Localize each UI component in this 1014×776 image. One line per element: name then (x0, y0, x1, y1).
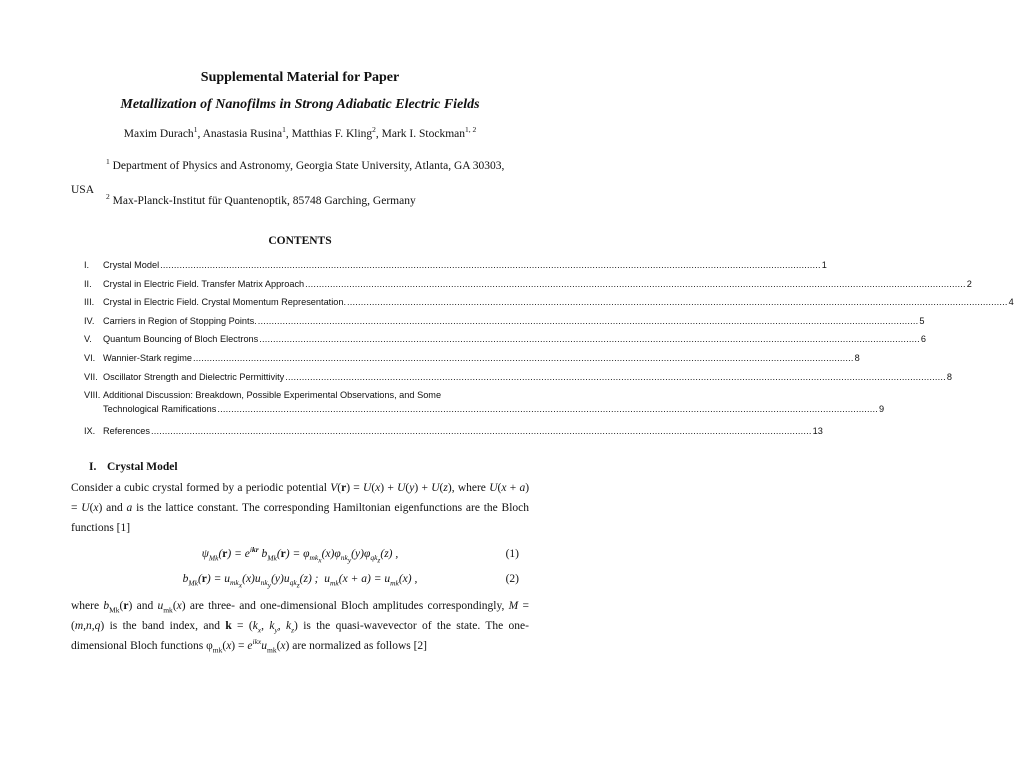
toc-page-number: 8 (854, 352, 860, 363)
inline-equation: $\varphi_{mk}(x) = e^{ikx}u_{mk}(x)$ (206, 637, 290, 655)
author: Matthias F. Kling (291, 128, 373, 140)
author-affiliation-mark: 1 (282, 125, 286, 135)
author: Mark I. Stockman (381, 128, 465, 140)
equation-number: (2) (505, 573, 519, 585)
page-title: Supplemental Material for Paper (200, 70, 400, 85)
paper-title: Metallization of Nanofilms in Strong Adiabatic Electric Fields (120, 97, 480, 112)
contents-heading: CONTENTS (268, 235, 332, 247)
inline-equation: M = (m,n,q) (71, 600, 529, 632)
toc-entry[interactable]: VII. Oscillator Strength and Dielectric Permittivity ..... 8 (84, 372, 530, 391)
body-paragraph: where $b_{Mk}(r)$ and $u_{mk}(x)$ are three- and one-dimensional Bloch amplitudes correspondingly, M = (m,n,q) is the band index, and $k = (k_x$, $k_y$, $k_z$) is the quasi-wavevector of the state. The one-dimensional Bloch functions $\varphi_{mk}(x) = e^{ikx}u_{mk}(x)$ are normalized as follows [2] (71, 600, 529, 655)
inline-equation: a (126, 502, 133, 514)
toc-entry[interactable]: II. Crystal in Electric Field. Transfer Matrix Approach ..... 2 (84, 279, 530, 298)
toc-entry[interactable]: VIII. Additional Discussion: Breakdown, Possible Experimental Observations, and Some Technological Ramifications ..... 9 (84, 390, 530, 426)
affiliation-2: $^2$ Max-Planck-Institut für Quantenoptik, 85748 Garching, Germany (106, 192, 416, 207)
toc-page-number: 13 (812, 426, 823, 437)
toc-entry[interactable]: III. Crystal in Electric Field. Crystal Momentum Representation. ..... 4 (84, 297, 530, 316)
toc-page-number: 1 (821, 260, 827, 270)
toc-entry[interactable]: VI. Wannier-Stark regime ..... 8 (84, 353, 530, 372)
toc-page-number: 8 (946, 371, 953, 382)
author-list: Maxim Durach$^1$, Anastasia Rusina$^1$, Matthias F. Kling$^2$, Mark I. Stockman$^{1, 2}$ (123, 125, 477, 140)
author: Anastasia Rusina (202, 128, 283, 140)
affiliation-1: $^1$ Department of Physics and Astronomy, Georgia State University, Atlanta, GA 30303, USA (71, 157, 505, 196)
toc-entry[interactable]: I. Crystal Model ..... 1 (84, 260, 530, 279)
inline-equation: V(r) = U(x) + U(y) + U(z) (330, 482, 452, 494)
table-of-contents (84, 260, 1014, 445)
toc-page-number: 4 (1008, 297, 1014, 308)
section-heading: I. Crystal Model (89, 461, 178, 473)
author-affiliation-mark: 1, 2 (465, 125, 477, 135)
body-paragraph: Consider a cubic crystal formed by a periodic potential V(r) = U(x) + U(y) + U(z), where U(x + a) = U(x) and a is the lattice constant. The corresponding Hamiltonian eigenfunctions are the Bloch functions [1] (71, 482, 530, 534)
toc-page-number: 6 (920, 334, 927, 345)
inline-equation: $b_{Mk}(r)$ (103, 600, 133, 615)
inline-equation: U(x + a) = U(x) (71, 482, 530, 514)
toc-entry[interactable]: IX. References ..... 13 (84, 426, 530, 445)
toc-page-number: 5 (919, 315, 925, 326)
inline-equation: $k = (k_x$, $k_y$, $k_z$) (225, 620, 298, 635)
toc-entry[interactable]: V. Quantum Bouncing of Bloch Electrons ..... 6 (84, 334, 530, 353)
toc-page-number: 9 (879, 404, 885, 415)
toc-entry[interactable]: IV. Carriers in Region of Stopping Points. ..... 5 (84, 316, 530, 335)
author: Maxim Durach (123, 128, 194, 140)
author-affiliation-mark: 2 (372, 125, 376, 135)
toc-page-number: 2 (966, 278, 972, 289)
equation-2: $b_{Mk}(r) = u_{mk_x}(x)u_{nk_y}(y)u_{qk_z}(z)$ ; $u_{mk}(x + a) = u_{mk}(x)$ , (2) (182, 573, 519, 590)
author-affiliation-mark: 1 (193, 125, 198, 135)
equation-number: (1) (505, 548, 519, 560)
equation-1: $\psi_{Mk}(r) = e^{ikr}$ $b_{Mk}(r) = \varphi_{mk_x}(x)\varphi_{nk_y}(y)\varphi_{qk_z}(z)$ , (1) (201, 545, 519, 565)
inline-equation: $u_{mk}(x)$ (157, 600, 186, 615)
